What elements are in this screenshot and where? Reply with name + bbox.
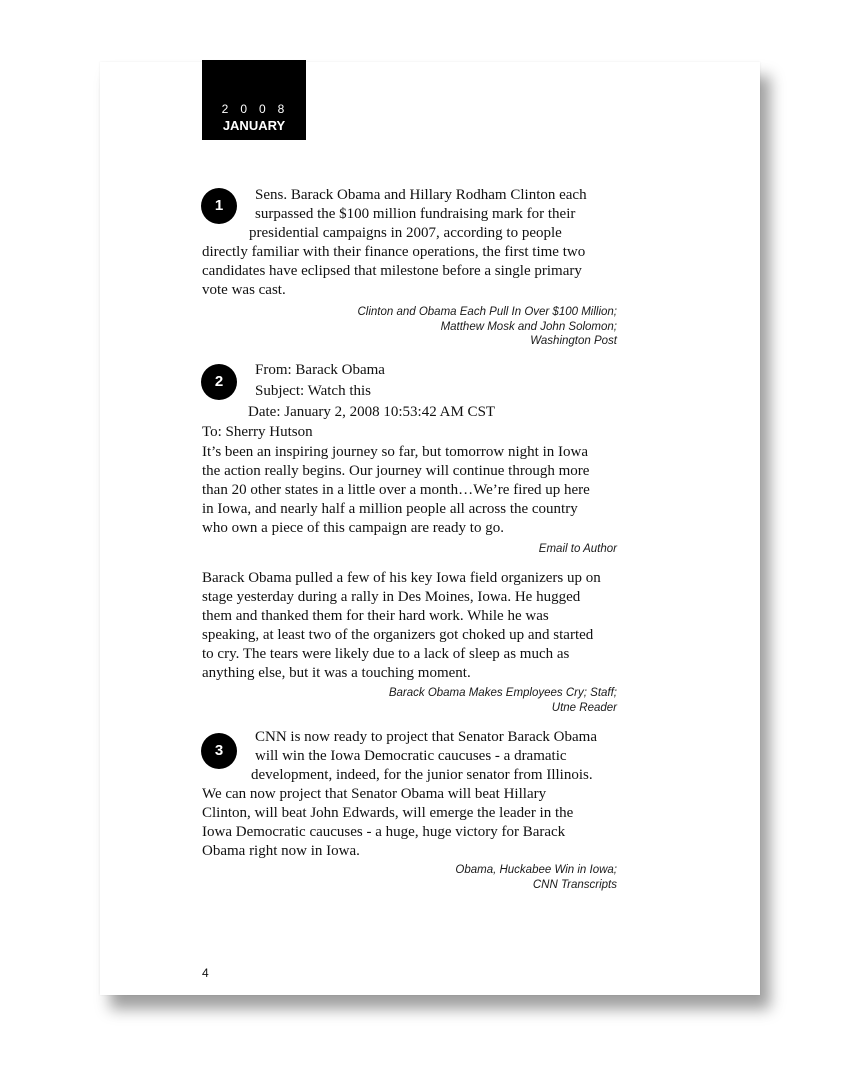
entry-1-citation — [357, 305, 617, 349]
email-date: Date: January 2, 2008 10:53:42 AM CST — [248, 404, 496, 420]
entry-1-line: presidential campaigns in 2007, according to people — [249, 225, 562, 241]
entry-2-line: It’s been an inspiring journey so far, but tomorrow night in Iowa — [202, 444, 588, 460]
document-page — [100, 62, 760, 995]
entry-2-line: the action really begins. Our journey will continue through more — [202, 463, 590, 479]
citation-line: CNN Transcripts — [532, 878, 617, 891]
entry-3-line: Obama right now in Iowa. — [202, 843, 360, 859]
entry-1-text — [202, 186, 618, 300]
entry-3-citation — [455, 863, 617, 892]
citation-line: Utne Reader — [551, 701, 617, 714]
entry-2b-line: them and thanked them for their hard work. While he was — [202, 608, 549, 624]
entry-2-citation — [539, 542, 617, 557]
entry-2b-line: Barack Obama pulled a few of his key Iowa field organizers up on — [202, 570, 601, 586]
entry-2-text — [202, 443, 618, 538]
entry-2-line: who own a piece of this campaign are ready to go. — [202, 520, 504, 536]
entry-number-badge-1: 1 — [201, 188, 237, 224]
entry-2b-citation — [389, 686, 617, 715]
citation-line: Washington Post — [530, 335, 617, 347]
page-number: 4 — [202, 966, 209, 980]
citation-line: Matthew Mosk and John Solomon; — [440, 320, 617, 333]
citation-line: Clinton and Obama Each Pull In Over $100 Million; — [357, 306, 617, 318]
citation-line: Barack Obama Makes Employees Cry; Staff; — [388, 687, 617, 699]
citation-line: Email to Author — [538, 543, 617, 555]
entry-3-line: Clinton, will beat John Edwards, will emerge the leader in the — [202, 805, 574, 821]
entry-3-line: development, indeed, for the junior senator from Illinois. — [251, 767, 593, 783]
citation-line: Obama, Huckabee Win in Iowa; — [455, 864, 617, 876]
date-month: JANUARY — [222, 118, 286, 133]
entry-1-line: vote was cast. — [202, 282, 286, 298]
entry-2-line: than 20 other states in a little over a month…We’re fired up here — [202, 482, 590, 498]
entry-1-line: directly familiar with their finance operations, the first time two — [202, 244, 586, 260]
entry-3-line: We can now project that Senator Obama will beat Hillary — [202, 786, 547, 802]
entry-2b-line: stage yesterday during a rally in Des Moines, Iowa. He hugged — [202, 589, 581, 605]
entry-2b-line: to cry. The tears were likely due to a lack of sleep as much as — [202, 646, 570, 662]
date-year: 2008 — [221, 102, 297, 116]
entry-2b-line: speaking, at least two of the organizers got choked up and started — [202, 627, 594, 643]
entry-number-badge-3: 3 — [201, 733, 237, 769]
entry-3-line: Iowa Democratic caucuses - a huge, huge victory for Barack — [202, 824, 566, 840]
entry-3-line: CNN is now ready to project that Senator Barack Obama — [255, 729, 597, 745]
entry-2b-text — [202, 569, 618, 683]
entry-1-line: candidates have eclipsed that milestone before a single primary — [202, 263, 582, 279]
entry-3-line: will win the Iowa Democratic caucuses - a dramatic — [255, 748, 567, 764]
entry-3-text — [202, 728, 618, 861]
entry-1-line: Sens. Barack Obama and Hillary Rodham Clinton each — [255, 187, 587, 203]
entry-1-line: surpassed the $100 million fundraising mark for their — [255, 206, 576, 222]
entry-2-line: in Iowa, and nearly half a million people all across the country — [202, 501, 578, 517]
entry-number-badge-2: 2 — [201, 364, 237, 400]
email-subject: Subject: Watch this — [255, 383, 372, 399]
entry-2-email-header — [202, 360, 618, 443]
email-to: To: Sherry Hutson — [202, 424, 313, 440]
entry-2b-line: anything else, but it was a touching moment. — [202, 665, 471, 681]
email-from: From: Barack Obama — [255, 362, 385, 378]
date-header-block — [202, 60, 306, 140]
